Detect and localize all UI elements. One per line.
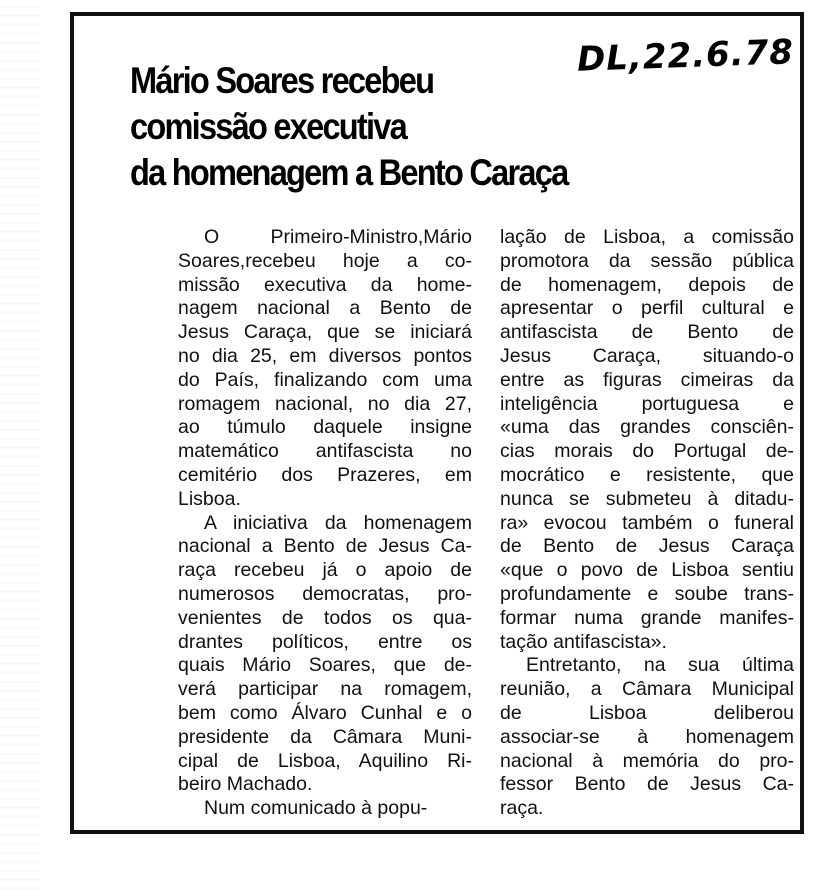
text-line: drantes políticos, entre os [178,630,472,653]
text-line: apresentar o perfil cultural e [500,297,794,320]
paragraph [178,797,472,821]
text-line: reunião, a Câmara Municipal [500,678,794,701]
text-line: Jesus Caraça, situando-o [500,344,794,367]
text-line: de Bento de Jesus Caraça [500,535,794,558]
text-line: cipal de Lisboa, Aquilino Ri- [178,749,472,772]
text-line: Jesus Caraça, que se iniciará [178,321,472,344]
text-line: nacional a Bento de Jesus Ca- [178,535,472,558]
text-line: Soares,recebeu hoje a co- [178,249,472,272]
headline-line: Mário Soares recebeu [130,60,434,101]
text-line: nunca se submeteu à ditadu- [500,487,794,510]
text-line: cias morais do Portugal de- [500,440,794,463]
text-line: beiro Machado. [178,773,313,796]
text-line: cemitério dos Prazeres, em [178,463,472,486]
text-line: no dia 25, em diversos pontos [178,344,472,367]
newspaper-clipping [70,12,804,834]
text-line: antifascista de Bento de [500,321,794,344]
text-line: profundamente e soube trans- [500,582,794,605]
text-line: raça. [500,797,544,820]
text-line: de Lisboa deliberou [500,701,794,724]
text-line: quais Mário Soares, que de- [178,654,472,677]
text-line: nacional à memória do pro- [500,749,794,772]
text-line: associar-se à homenagem [500,725,794,748]
text-line: Num comunicado à popu- [204,797,428,820]
text-line: tação antifascista». [500,630,667,653]
text-line: do País, finalizando com uma [178,368,472,391]
text-line: ao túmulo daquele insigne [178,416,472,439]
text-line: de homenagem, depois de [500,273,794,296]
text-line: «que o povo de Lisboa sentiu [500,559,794,582]
text-line: promotora da sessão pública [500,249,794,272]
text-line: raça recebeu já o apoio de [178,559,472,582]
headline [130,58,623,196]
handwritten-date-annotation: DL,22.6.78 [576,32,795,80]
text-line: romagem nacional, no dia 27, [178,392,472,415]
scan-edge [0,0,40,896]
left-column [178,226,472,821]
text-line: verá participar na romagem, [178,678,472,701]
text-line: Lisboa. [178,487,241,510]
text-line: O Primeiro-Ministro,Mário [204,226,472,248]
text-line: mocrático e resistente, que [500,463,794,486]
text-line: presidente da Câmara Muni- [178,725,472,748]
text-line: numerosos democratas, pro- [178,582,472,605]
paragraph [500,226,794,654]
text-line: matemático antifascista no [178,440,472,463]
text-line: venientes de todos os qua- [178,606,472,629]
text-line: nagem nacional a Bento de [178,297,472,320]
right-column [500,226,794,821]
paragraph [178,512,472,798]
text-line: Entretanto, na sua última [526,654,794,677]
text-line: bem como Álvaro Cunhal e o [178,701,472,724]
text-line: missão executiva da home- [178,273,472,296]
article-body [178,226,794,826]
paragraph [500,654,794,821]
headline-line: comissão executiva [130,106,407,147]
text-line: entre as figuras cimeiras da [500,368,794,391]
text-line: fessor Bento de Jesus Ca- [500,773,794,796]
text-line: A iniciativa da homenagem [204,511,472,534]
text-line: inteligência portuguesa e [500,392,794,415]
text-line: formar numa grande manifes- [500,606,794,629]
text-line: ra» evocou também o funeral [500,511,794,534]
text-line: lação de Lisboa, a comissão [500,226,794,248]
text-line: «uma das grandes consciên- [500,416,794,439]
headline-line: da homenagem a Bento Caraça [130,152,568,193]
paragraph [178,226,472,512]
